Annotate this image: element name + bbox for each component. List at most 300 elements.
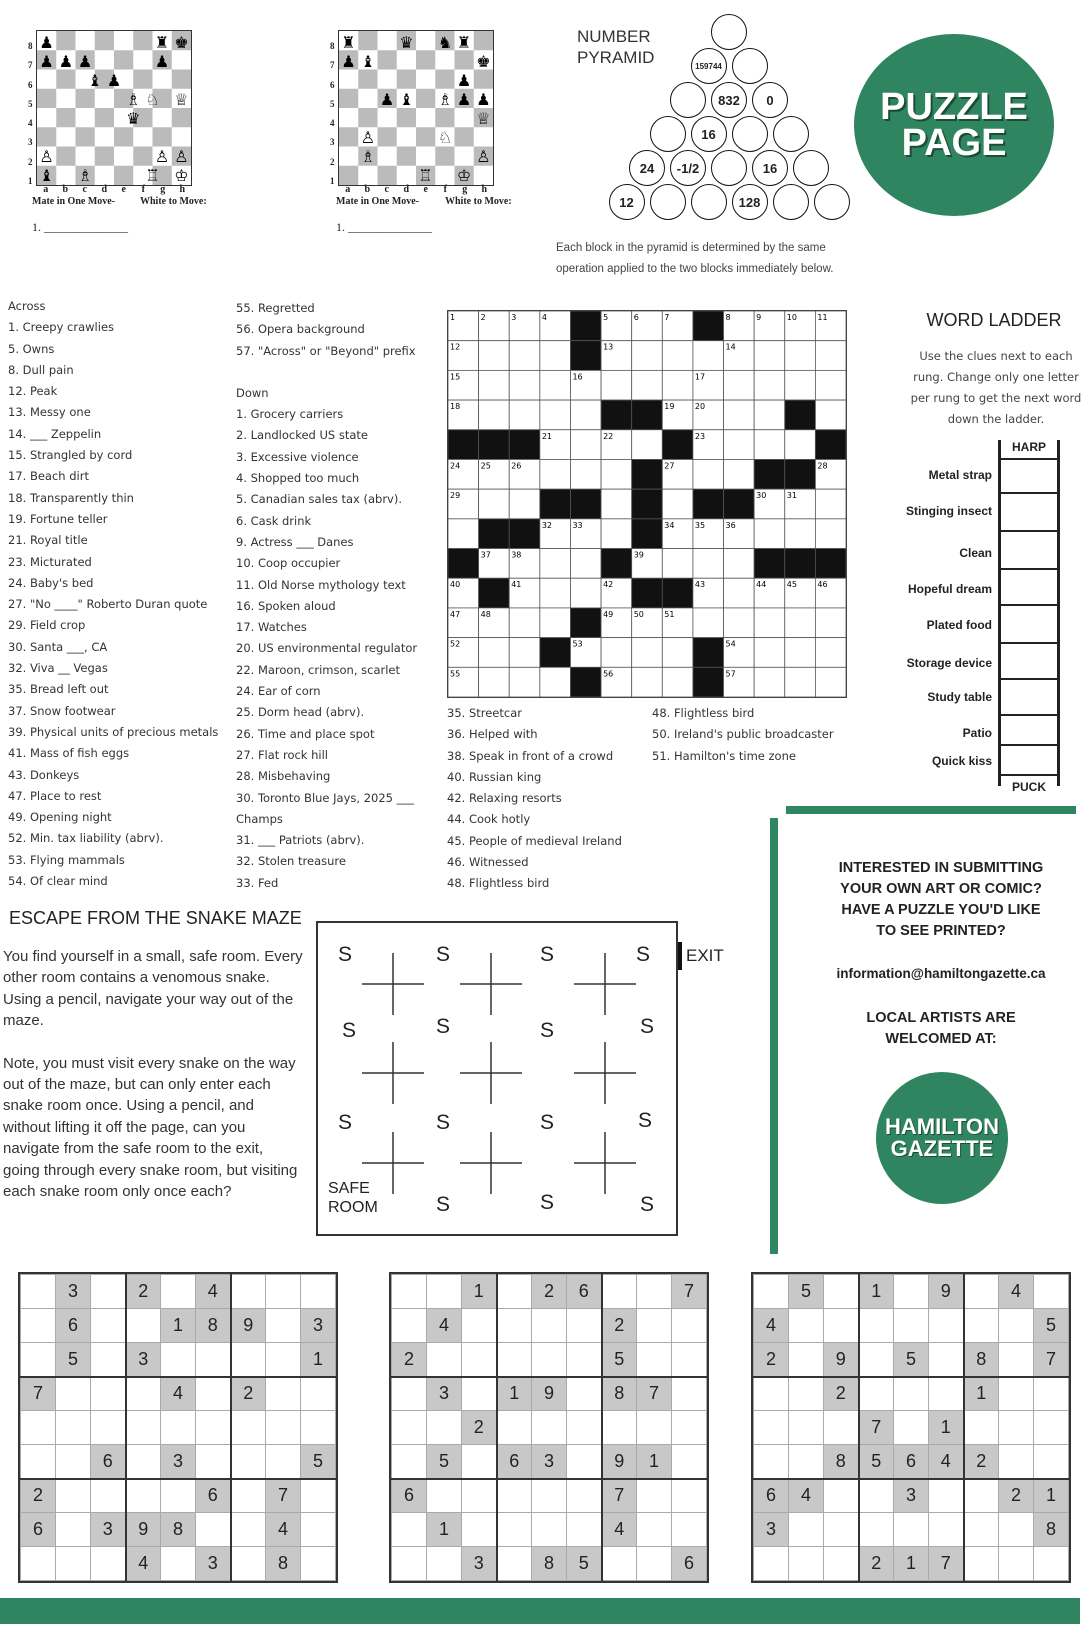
sudoku-empty-cell[interactable] [266,1445,301,1479]
crossword-cell[interactable] [815,667,846,697]
sudoku-empty-cell[interactable] [859,1377,894,1411]
sudoku-empty-cell[interactable] [462,1309,497,1343]
sudoku-empty-cell[interactable] [427,1343,462,1377]
pyramid-brick[interactable] [650,116,686,152]
sudoku-empty-cell[interactable] [964,1309,999,1343]
chess-answer-line[interactable]: 1. ______________ [336,220,432,234]
crossword-cell[interactable] [662,370,693,400]
ladder-rung[interactable] [1001,744,1057,746]
sudoku-empty-cell[interactable] [1034,1377,1069,1411]
crossword-cell[interactable] [570,430,601,460]
crossword-cell[interactable] [570,549,601,579]
sudoku-empty-cell[interactable] [161,1275,196,1309]
sudoku-empty-cell[interactable] [56,1377,91,1411]
ladder-rung[interactable] [1001,678,1057,680]
snake-room[interactable]: S [540,1191,555,1214]
crossword-cell[interactable] [540,608,571,638]
sudoku-empty-cell[interactable] [789,1547,824,1581]
sudoku-empty-cell[interactable] [231,1445,266,1479]
sudoku-empty-cell[interactable] [231,1479,266,1513]
crossword-cell[interactable] [540,400,571,430]
crossword-cell[interactable] [509,400,540,430]
sudoku-empty-cell[interactable] [21,1343,56,1377]
crossword-cell[interactable] [570,459,601,489]
sudoku-empty-cell[interactable] [196,1513,231,1547]
sudoku-empty-cell[interactable] [1034,1547,1069,1581]
crossword-cell[interactable] [479,667,510,697]
ladder-rung[interactable] [1001,642,1057,644]
ladder-rung[interactable] [1001,530,1057,532]
sudoku-empty-cell[interactable] [126,1445,161,1479]
sudoku-given: 7 [672,1275,707,1309]
crossword-cell[interactable] [509,341,540,371]
sudoku-3[interactable] [751,1272,1071,1583]
crossword-cell[interactable] [509,667,540,697]
sudoku-empty-cell[interactable] [754,1275,789,1309]
sudoku-empty-cell[interactable] [462,1445,497,1479]
sudoku-empty-cell[interactable] [1034,1275,1069,1309]
crossword-cell[interactable] [601,370,632,400]
sudoku-empty-cell[interactable] [196,1377,231,1411]
sudoku-empty-cell[interactable] [301,1547,336,1581]
crossword-cell[interactable] [724,608,755,638]
sudoku-empty-cell[interactable] [929,1479,964,1513]
crossword-cell[interactable] [448,519,479,549]
sudoku-empty-cell[interactable] [126,1309,161,1343]
sudoku-empty-cell[interactable] [196,1411,231,1445]
sudoku-empty-cell[interactable] [602,1547,637,1581]
pyramid-brick[interactable] [732,48,768,84]
sudoku-empty-cell[interactable] [21,1309,56,1343]
crossword-cell[interactable] [662,489,693,519]
snake-room[interactable]: S [436,1015,451,1038]
sudoku-empty-cell[interactable] [427,1479,462,1513]
sudoku-empty-cell[interactable] [824,1309,859,1343]
pyramid-brick[interactable] [711,14,747,50]
sudoku-empty-cell[interactable] [672,1479,707,1513]
crossword-cell[interactable] [601,638,632,668]
snake-room[interactable]: S [640,1193,655,1216]
ladder-rung[interactable] [1001,568,1057,570]
crossword-cell[interactable] [509,638,540,668]
sudoku-empty-cell[interactable] [56,1479,91,1513]
sudoku-empty-cell[interactable] [567,1343,602,1377]
snake-room[interactable]: S [338,943,353,966]
crossword-cell[interactable] [540,459,571,489]
sudoku-empty-cell[interactable] [161,1479,196,1513]
crossword-cell[interactable] [479,370,510,400]
crossword-cell[interactable] [754,370,785,400]
crossword-cells[interactable] [448,311,846,697]
black-rook-icon: ♜ [154,33,170,52]
sudoku-empty-cell[interactable] [637,1479,672,1513]
sudoku-empty-cell[interactable] [567,1377,602,1411]
crossword-cell[interactable] [632,638,663,668]
sudoku-empty-cell[interactable] [427,1547,462,1581]
sudoku-empty-cell[interactable] [497,1343,532,1377]
sudoku-empty-cell[interactable] [266,1377,301,1411]
crossword-cell[interactable] [785,430,816,460]
sudoku-empty-cell[interactable] [56,1547,91,1581]
sudoku-empty-cell[interactable] [301,1479,336,1513]
sudoku-empty-cell[interactable] [824,1547,859,1581]
sudoku-empty-cell[interactable] [532,1411,567,1445]
sudoku-empty-cell[interactable] [91,1343,126,1377]
sudoku-empty-cell[interactable] [161,1343,196,1377]
sudoku-empty-cell[interactable] [532,1343,567,1377]
crossword-cell[interactable] [540,370,571,400]
crossword-cell[interactable] [693,459,724,489]
crossword-cell[interactable] [479,400,510,430]
sudoku-empty-cell[interactable] [754,1445,789,1479]
snake-room[interactable]: S [540,943,555,966]
crossword-cell[interactable] [815,608,846,638]
sudoku-empty-cell[interactable] [672,1343,707,1377]
sudoku-empty-cell[interactable] [497,1309,532,1343]
sudoku-empty-cell[interactable] [497,1275,532,1309]
crossword-cell[interactable] [693,608,724,638]
ladder-rung[interactable] [1001,714,1057,716]
crossword-cell[interactable] [632,370,663,400]
sudoku-empty-cell[interactable] [91,1275,126,1309]
sudoku-empty-cell[interactable] [427,1411,462,1445]
sudoku-empty-cell[interactable] [392,1275,427,1309]
sudoku-empty-cell[interactable] [824,1275,859,1309]
sudoku-empty-cell[interactable] [602,1275,637,1309]
white-king-icon: ♔ [456,166,472,185]
sudoku-empty-cell[interactable] [301,1275,336,1309]
sudoku-empty-cell[interactable] [999,1377,1034,1411]
sudoku-empty-cell[interactable] [999,1411,1034,1445]
crossword-cell[interactable] [724,370,755,400]
crossword-cell[interactable] [785,608,816,638]
sudoku-empty-cell[interactable] [196,1343,231,1377]
sudoku-empty-cell[interactable] [602,1411,637,1445]
crossword-cell[interactable] [815,638,846,668]
sudoku-empty-cell[interactable] [859,1513,894,1547]
sudoku-empty-cell[interactable] [56,1411,91,1445]
crossword-cell[interactable] [540,549,571,579]
sudoku-empty-cell[interactable] [532,1309,567,1343]
sudoku-empty-cell[interactable] [21,1411,56,1445]
pyramid-brick[interactable] [732,116,768,152]
sudoku-empty-cell[interactable] [672,1513,707,1547]
crossword-cell[interactable] [754,638,785,668]
sudoku-empty-cell[interactable] [929,1309,964,1343]
sudoku-empty-cell[interactable] [392,1445,427,1479]
black-bishop-icon: ♝ [399,90,414,109]
pyramid-brick[interactable] [773,184,809,220]
maze-exit-door[interactable] [678,942,682,970]
crossword-cell[interactable] [601,459,632,489]
snake-room[interactable]: S [540,1111,555,1134]
crossword-cell[interactable] [754,400,785,430]
sudoku-empty-cell[interactable] [999,1513,1034,1547]
crossword-cell[interactable] [754,430,785,460]
sudoku-empty-cell[interactable] [894,1411,929,1445]
crossword-cell[interactable] [815,400,846,430]
crossword-cell[interactable] [724,430,755,460]
crossword-cell[interactable] [540,667,571,697]
snake-room[interactable]: S [540,1019,555,1042]
sudoku-empty-cell[interactable] [964,1513,999,1547]
sudoku-empty-cell[interactable] [567,1445,602,1479]
sudoku-empty-cell[interactable] [497,1513,532,1547]
pyramid-brick[interactable] [814,184,850,220]
ladder-rung[interactable] [1001,492,1057,494]
crossword-cell[interactable] [570,578,601,608]
sudoku-empty-cell[interactable] [21,1445,56,1479]
sudoku-empty-cell[interactable] [532,1479,567,1513]
sudoku-empty-cell[interactable] [231,1343,266,1377]
sudoku-empty-cell[interactable] [964,1479,999,1513]
sudoku-empty-cell[interactable] [637,1275,672,1309]
snake-room[interactable]: S [636,943,651,966]
sudoku-empty-cell[interactable] [859,1309,894,1343]
maze-box[interactable] [316,921,678,1236]
sudoku-empty-cell[interactable] [231,1275,266,1309]
crossword-cell[interactable] [785,638,816,668]
crossword-cell[interactable] [724,400,755,430]
clue-item: 27. "No ____" Roberto Duran quote [8,597,208,612]
clue-item: 48. Flightless bird [447,876,550,891]
sudoku-empty-cell[interactable] [789,1343,824,1377]
crossword-cell[interactable] [785,519,816,549]
pyramid-brick[interactable] [773,116,809,152]
sudoku-empty-cell[interactable] [672,1309,707,1343]
sudoku-empty-cell[interactable] [161,1547,196,1581]
crossword-cell[interactable] [693,341,724,371]
sudoku-empty-cell[interactable] [231,1411,266,1445]
crossword-cell[interactable] [693,549,724,579]
crossword-cell[interactable] [479,489,510,519]
crossword-cell[interactable] [662,549,693,579]
ladder-rung[interactable] [1001,604,1057,606]
crossword-cell[interactable] [632,341,663,371]
sudoku-empty-cell[interactable] [392,1513,427,1547]
white-knight-icon: ♘ [145,90,160,109]
sudoku-empty-cell[interactable] [21,1275,56,1309]
clue-item: 56. Opera background [236,322,365,337]
sudoku-empty-cell[interactable] [462,1479,497,1513]
crossword-cell[interactable] [662,667,693,697]
sudoku-empty-cell[interactable] [754,1547,789,1581]
sudoku-empty-cell[interactable] [462,1343,497,1377]
sudoku-empty-cell[interactable] [497,1479,532,1513]
pyramid-brick[interactable] [691,184,727,220]
sudoku-empty-cell[interactable] [929,1513,964,1547]
sudoku-given: 4 [602,1513,637,1547]
pyramid-brick: -1/2 [670,150,706,186]
crossword-cell[interactable] [815,341,846,371]
crossword-cell[interactable] [570,400,601,430]
sudoku-empty-cell[interactable] [1034,1445,1069,1479]
sudoku-empty-cell[interactable] [964,1275,999,1309]
sudoku-empty-cell[interactable] [637,1309,672,1343]
snake-room[interactable]: S [338,1111,353,1134]
sudoku-empty-cell[interactable] [56,1513,91,1547]
sudoku-empty-cell[interactable] [392,1309,427,1343]
sudoku-empty-cell[interactable] [301,1513,336,1547]
sudoku-empty-cell[interactable] [754,1411,789,1445]
sudoku-empty-cell[interactable] [497,1547,532,1581]
sudoku-empty-cell[interactable] [266,1343,301,1377]
crossword-cell[interactable] [509,370,540,400]
snake-room[interactable]: S [640,1015,655,1038]
sudoku-empty-cell[interactable] [672,1411,707,1445]
sudoku-empty-cell[interactable] [637,1343,672,1377]
crossword-block [754,549,785,579]
sudoku-empty-cell[interactable] [266,1309,301,1343]
sudoku-empty-cell[interactable] [929,1343,964,1377]
crossword-cell[interactable] [785,341,816,371]
crossword-cell[interactable] [601,519,632,549]
sudoku-empty-cell[interactable] [789,1445,824,1479]
crossword-cell[interactable] [540,341,571,371]
sudoku-empty-cell[interactable] [56,1445,91,1479]
sudoku-empty-cell[interactable] [789,1309,824,1343]
sudoku-empty-cell[interactable] [894,1513,929,1547]
sudoku-empty-cell[interactable] [91,1309,126,1343]
sudoku-empty-cell[interactable] [91,1377,126,1411]
pyramid-brick[interactable] [711,150,747,186]
crossword-cell[interactable] [754,667,785,697]
sudoku-empty-cell[interactable] [859,1343,894,1377]
pyramid-brick[interactable] [650,184,686,220]
sudoku-empty-cell[interactable] [894,1275,929,1309]
crossword-cell[interactable] [662,341,693,371]
crossword-cell[interactable] [601,489,632,519]
snake-room[interactable]: S [436,1111,451,1134]
sudoku-empty-cell[interactable] [754,1377,789,1411]
sudoku-empty-cell[interactable] [894,1309,929,1343]
snake-room[interactable]: S [436,1193,451,1216]
black-pawn-icon: ♟ [39,52,54,71]
sudoku-empty-cell[interactable] [824,1513,859,1547]
sudoku-empty-cell[interactable] [999,1547,1034,1581]
crossword-cell[interactable] [815,519,846,549]
crossword-cell[interactable] [632,430,663,460]
crossword-cell[interactable] [540,578,571,608]
sudoku-empty-cell[interactable] [1034,1411,1069,1445]
sudoku-empty-cell[interactable] [126,1479,161,1513]
sudoku-empty-cell[interactable] [637,1411,672,1445]
crossword-grid[interactable] [447,310,847,698]
crossword-cell[interactable] [724,549,755,579]
sudoku-empty-cell[interactable] [859,1479,894,1513]
sudoku-empty-cell[interactable] [266,1411,301,1445]
sudoku-empty-cell[interactable] [789,1377,824,1411]
crossword-cell[interactable] [785,370,816,400]
sudoku-empty-cell[interactable] [824,1479,859,1513]
sudoku-empty-cell[interactable] [301,1377,336,1411]
pyramid-brick[interactable] [793,150,829,186]
sudoku-empty-cell[interactable] [567,1513,602,1547]
sudoku-empty-cell[interactable] [894,1377,929,1411]
sudoku-empty-cell[interactable] [672,1377,707,1411]
crossword-cell[interactable] [662,638,693,668]
sudoku-empty-cell[interactable] [161,1411,196,1445]
sudoku-empty-cell[interactable] [789,1513,824,1547]
pyramid-brick[interactable] [670,82,706,118]
crossword-cell[interactable] [724,459,755,489]
sudoku-empty-cell[interactable] [91,1479,126,1513]
crossword-cell[interactable] [509,489,540,519]
sudoku-2[interactable] [389,1272,709,1583]
chess-answer-line[interactable]: 1. ______________ [32,220,128,234]
sudoku-empty-cell[interactable] [462,1513,497,1547]
crossword-cell[interactable] [815,489,846,519]
sudoku-empty-cell[interactable] [999,1343,1034,1377]
crossword-cell[interactable] [479,341,510,371]
sudoku-empty-cell[interactable] [824,1411,859,1445]
sudoku-empty-cell[interactable] [21,1547,56,1581]
sudoku-empty-cell[interactable] [929,1377,964,1411]
snake-room[interactable]: S [638,1109,653,1132]
sudoku-empty-cell[interactable] [672,1445,707,1479]
sudoku-empty-cell[interactable] [567,1479,602,1513]
crossword-cell[interactable] [724,578,755,608]
crossword-clue-number: 30 [756,491,767,501]
sudoku-empty-cell[interactable] [637,1513,672,1547]
crossword-cell[interactable] [815,370,846,400]
crossword-cell[interactable] [509,608,540,638]
exit-label: EXIT [686,946,724,965]
sudoku-empty-cell[interactable] [999,1445,1034,1479]
sudoku-1[interactable] [18,1272,338,1583]
sudoku-empty-cell[interactable] [567,1411,602,1445]
sudoku-empty-cell[interactable] [427,1275,462,1309]
crossword-cell[interactable] [479,638,510,668]
crossword-cell[interactable] [754,519,785,549]
sudoku-empty-cell[interactable] [462,1377,497,1411]
crossword-cell[interactable] [632,667,663,697]
contact-email[interactable]: information@hamiltongazette.ca [836,966,1046,981]
sudoku-empty-cell[interactable] [126,1377,161,1411]
crossword-cell[interactable] [754,341,785,371]
sudoku-empty-cell[interactable] [196,1445,231,1479]
crossword-cell[interactable] [754,608,785,638]
sudoku-empty-cell[interactable] [789,1411,824,1445]
sudoku-empty-cell[interactable] [999,1309,1034,1343]
crossword-clue-number: 2 [480,313,486,322]
sudoku-empty-cell[interactable] [532,1513,567,1547]
sudoku-empty-cell[interactable] [91,1547,126,1581]
sudoku-empty-cell[interactable] [392,1547,427,1581]
sudoku-empty-cell[interactable] [126,1411,161,1445]
sudoku-empty-cell[interactable] [266,1275,301,1309]
sudoku-empty-cell[interactable] [91,1411,126,1445]
black-pawn-icon: ♟ [456,90,472,109]
snake-room[interactable]: S [436,943,451,966]
sudoku-empty-cell[interactable] [301,1411,336,1445]
sudoku-empty-cell[interactable] [392,1377,427,1411]
clue-item: 46. Witnessed [447,855,529,870]
sudoku-empty-cell[interactable] [964,1411,999,1445]
snake-room[interactable]: S [342,1019,357,1042]
sudoku-empty-cell[interactable] [497,1411,532,1445]
sudoku-empty-cell[interactable] [567,1309,602,1343]
sudoku-empty-cell[interactable] [637,1547,672,1581]
ladder-rung[interactable] [1001,774,1057,776]
crossword-cell[interactable] [785,667,816,697]
ladder-rung[interactable] [1001,458,1057,460]
sudoku-empty-cell[interactable] [964,1547,999,1581]
sudoku-empty-cell[interactable] [231,1547,266,1581]
pyramid-brick: 12 [609,184,645,220]
sudoku-empty-cell[interactable] [231,1513,266,1547]
sudoku-empty-cell[interactable] [392,1411,427,1445]
